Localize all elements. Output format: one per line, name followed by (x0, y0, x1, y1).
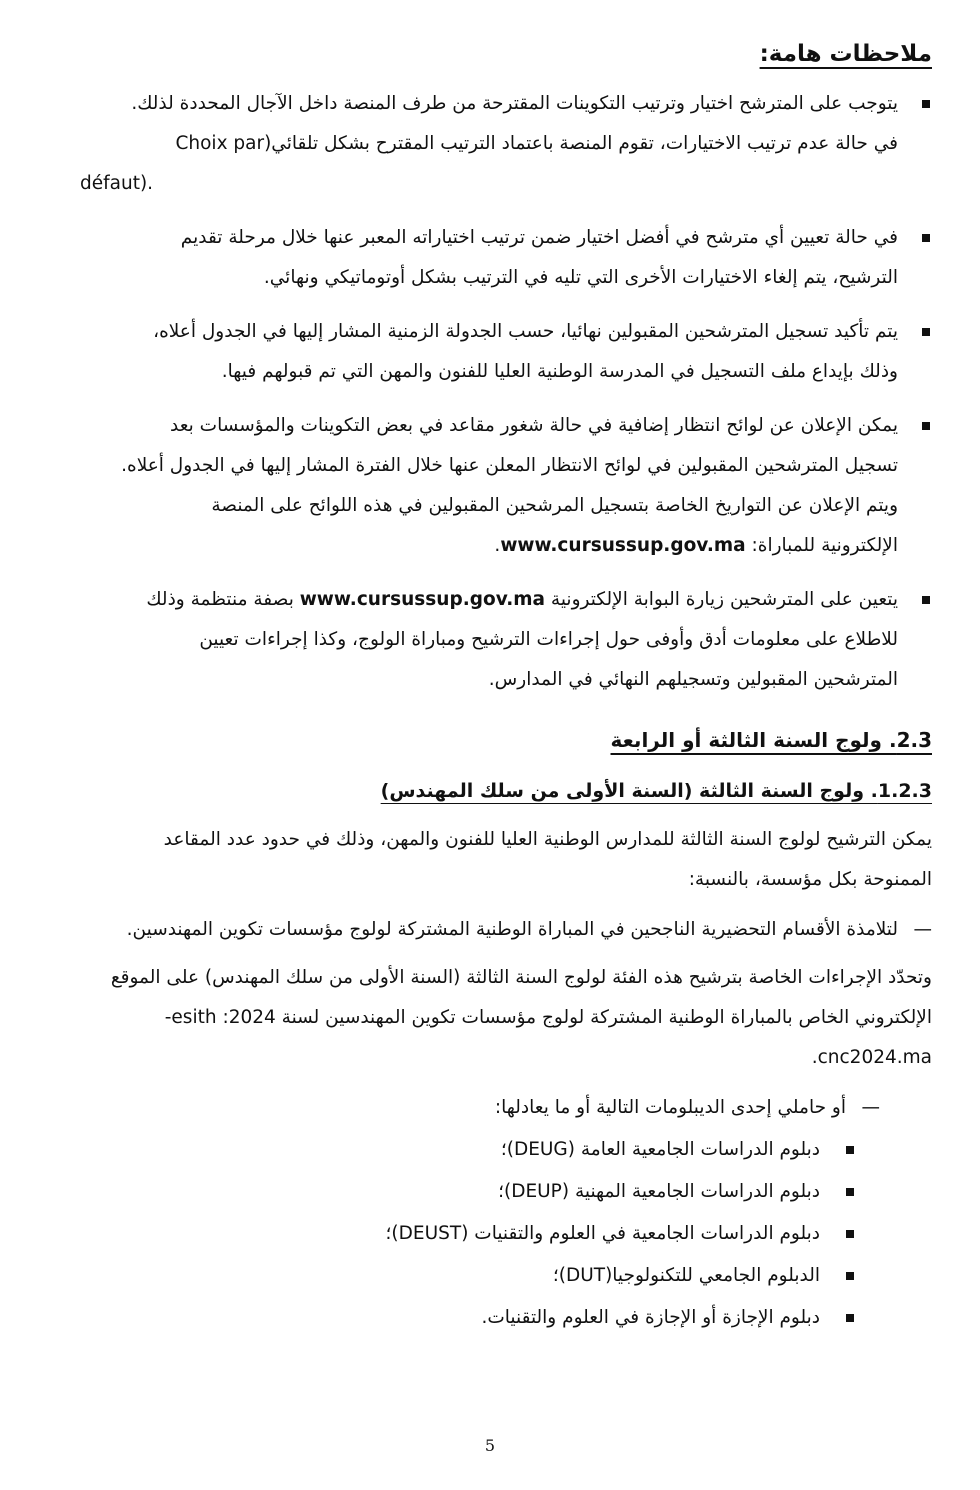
notes-list (80, 84, 932, 700)
paragraph-line: الإلكتروني الخاص بالمباراة الوطنية المشتركة لولوج مؤسسات تكوين المهندسين لسنة 2024: esith- (164, 1007, 932, 1028)
portal-link[interactable]: www.cursussup.gov.ma (299, 589, 546, 610)
procedure-paragraph (80, 958, 932, 1078)
note-item (80, 406, 932, 566)
square-bullet-icon (846, 1188, 854, 1196)
note-line: في حالة عدم ترتيب الاختيارات، تقوم المنصة باعتماد الترتيب المقترح بشكل تلقائي(Choix par (175, 133, 898, 154)
diploma-text: الدبلوم الجامعي للتكنولوجيا(DUT)؛ (552, 1265, 820, 1286)
note-item (80, 218, 932, 298)
square-bullet-icon (846, 1230, 854, 1238)
square-bullet-icon (922, 234, 930, 242)
note-line: يمكن الإعلان عن لوائح انتظار إضافية في حالة شغور مقاعد في بعض التكوينات والمؤسسات بعد (169, 415, 898, 436)
diploma-text: دبلوم الدراسات الجامعية المهنية (DEUP)؛ (498, 1181, 820, 1202)
square-bullet-icon (922, 422, 930, 430)
note-line: الترشيح، يتم إلغاء الاختيارات الأخرى التي تليه في الترتيب بشكل أوتوماتيكي ونهائي. (263, 267, 898, 288)
subsection-title: 1.2.3. ولوج السنة الثالثة (السنة الأولى من سلك المهندس) (380, 780, 932, 802)
note-item (80, 84, 932, 204)
note-text: الإلكترونية للمباراة: (745, 535, 898, 556)
dash-item-text: أو حاملي إحدى الديبلومات التالية أو ما يعادلها: (494, 1097, 846, 1118)
note-line (80, 580, 898, 620)
note-text: . (494, 535, 501, 556)
notes-title: ملاحظات هامة: (759, 41, 932, 67)
diploma-item (80, 1130, 932, 1170)
diploma-text: دبلوم الدراسات الجامعية العامة (DEUG)؛ (500, 1139, 820, 1160)
note-line: ويتم الإعلان عن التواريخ الخاصة بتسجيل المرشحين المقبولين في هذه اللوائح على المنصة (211, 495, 898, 516)
paragraph-line: وتحدّد الإجراءات الخاصة بترشيح هذه الفئة لولوج السنة الثالثة (السنة الأولى من سلك المهندس) على الموقع (110, 967, 932, 988)
diploma-item (80, 1214, 932, 1254)
note-item (80, 312, 932, 392)
dash-bullet-icon: — (861, 1097, 880, 1118)
dash-list-item (80, 1088, 932, 1128)
note-line: يتوجب على المترشح اختيار وترتيب التكوينات المقترحة من طرف المنصة داخل الآجال المحددة لذلك. (131, 93, 898, 114)
paragraph-line: cnc2024.ma. (811, 1047, 932, 1068)
platform-link[interactable]: www.cursussup.gov.ma (500, 535, 746, 556)
square-bullet-icon (922, 596, 930, 604)
section-title: 2.3. ولوج السنة الثالثة أو الرابعة (610, 728, 932, 752)
note-line: défaut). (80, 173, 154, 194)
diploma-item (80, 1172, 932, 1212)
note-line: وذلك بإيداع ملف التسجيل في المدرسة الوطنية العليا للفنون والمهن التي تم قبولهم فيها. (221, 361, 898, 382)
square-bullet-icon (846, 1146, 854, 1154)
note-line: يتم تأكيد تسجيل المترشحين المقبولين نهائيا، حسب الجدولة الزمنية المشار إليها في الجدول أعلاه، (153, 321, 898, 342)
diploma-text: دبلوم الدراسات الجامعية في العلوم والتقنيات (DEUST)؛ (385, 1223, 820, 1244)
diploma-list (80, 1130, 932, 1338)
square-bullet-icon (922, 328, 930, 336)
dash-list-item (80, 910, 932, 950)
diploma-text: دبلوم الإجازة أو الإجازة في العلوم والتقنيات. (481, 1307, 820, 1328)
square-bullet-icon (846, 1272, 854, 1280)
note-item (80, 580, 932, 700)
square-bullet-icon (922, 100, 930, 108)
page-content (80, 34, 932, 1340)
note-line: للاطلاع على معلومات أدق وأوفى حول إجراءات الترشيح ومباراة الولوج، وكذا إجراءات تعيين (199, 629, 898, 650)
note-text: بصفة منتظمة وذلك (146, 589, 300, 610)
note-line: في حالة تعيين أي مترشح في أفضل اختيار ضمن ترتيب اختياراته المعبر عنها خلال مرحلة تقديم (180, 227, 898, 248)
diploma-item (80, 1256, 932, 1296)
dash-item-text: لتلامذة الأقسام التحضيرية الناجحين في المباراة الوطنية المشتركة لولوج مؤسسات تكوين المهندسين. (126, 919, 898, 940)
paragraph-line: يمكن الترشيح لولوج السنة الثالثة للمدارس الوطنية العليا للفنون والمهن، وذلك في حدود عدد المقاعد (163, 829, 932, 850)
diploma-item (80, 1298, 932, 1338)
square-bullet-icon (846, 1314, 854, 1322)
note-line: المترشحين المقبولين وتسجيلهم النهائي في المدارس. (488, 669, 898, 690)
note-line (80, 526, 898, 566)
paragraph-line: الممنوحة بكل مؤسسة، بالنسبة: (688, 869, 932, 890)
intro-paragraph (80, 820, 932, 900)
page-number: 5 (484, 1436, 496, 1455)
note-text: يتعين على المترشحين زيارة البوابة الإلكترونية (545, 589, 898, 610)
dash-bullet-icon: — (913, 919, 932, 940)
note-line: تسجيل المترشحين المقبولين في لوائح الانتظار المعلن عنها خلال الفترة المشار إليها في الجدول أعلاه. (121, 455, 898, 476)
